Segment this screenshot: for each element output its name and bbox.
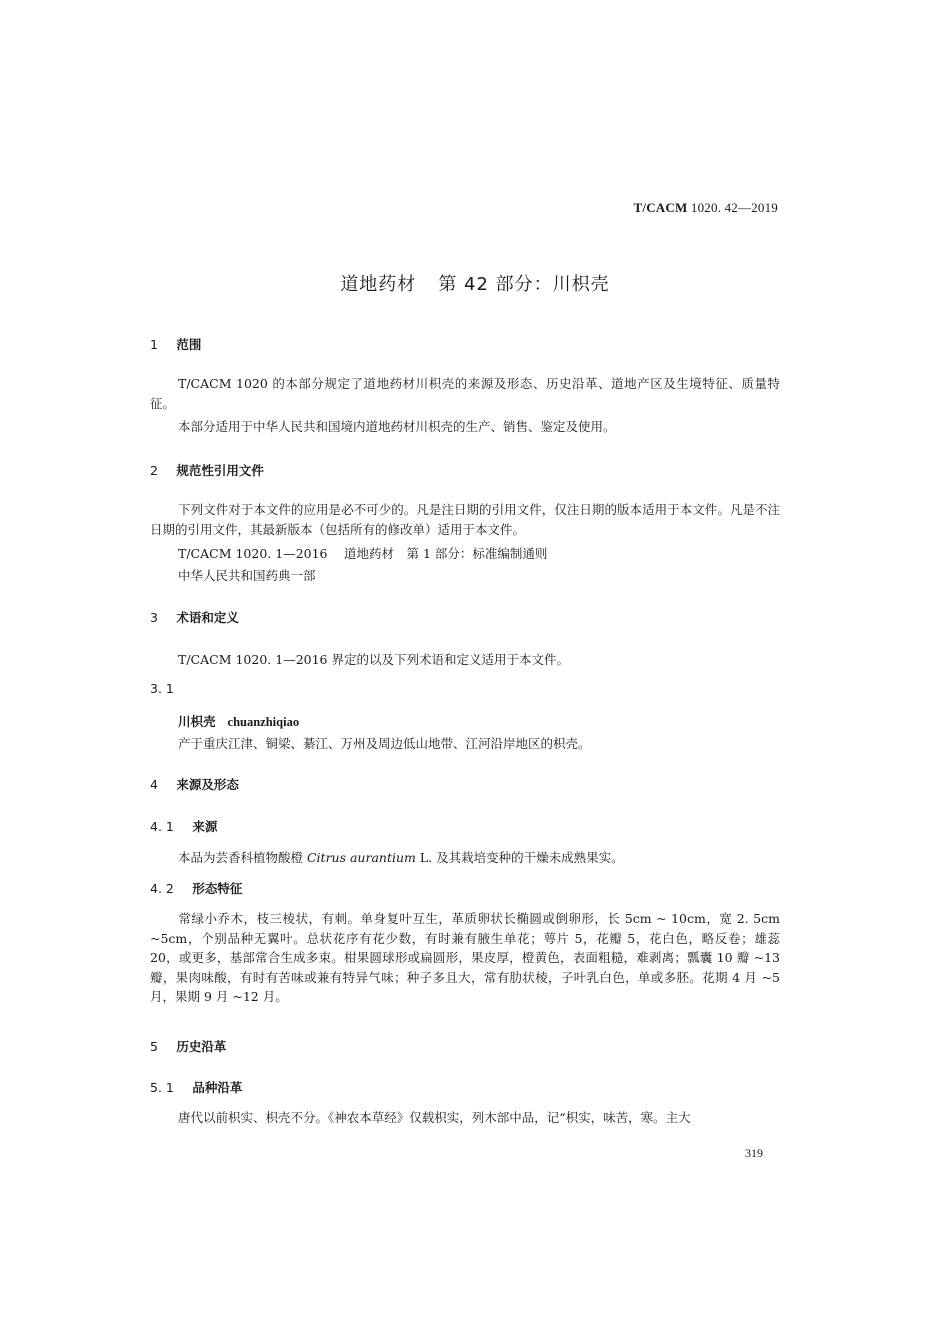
source-text-post: L. 及其栽培变种的干燥未成熟果实。	[415, 850, 624, 865]
subsection-title: 形态特征	[192, 881, 243, 896]
section-1-heading	[150, 335, 201, 353]
term-definition: 产于重庆江津、铜梁、綦江、万州及周边低山地带、江河沿岸地区的枳壳。	[178, 736, 591, 751]
subsection-4-2-heading	[150, 879, 242, 897]
section-number: 2	[150, 463, 158, 478]
paragraph-text: 下列文件对于本文件的应用是必不可少的。凡是注日期的引用文件，仅注日期的版本适用于本文件。凡是不注日期的引用文件，其最新版本（包括所有的修改单）适用于本文件。	[150, 502, 780, 537]
term-entry	[178, 712, 299, 730]
term-pinyin: chuanzhiqiao	[227, 715, 300, 729]
section-title: 术语和定义	[176, 610, 239, 625]
section-number: 3	[150, 610, 158, 625]
latin-name: Citrus aurantium	[306, 850, 416, 865]
section-1-paragraph-2: 本部分适用于中华人民共和国境内道地药材川枳壳的生产、销售、鉴定及使用。	[178, 419, 616, 434]
section-3-paragraph-1: T/CACM 1020. 1—2016 界定的以及下列术语和定义适用于本文件。	[178, 652, 569, 667]
section-5-heading	[150, 1037, 226, 1055]
section-number: 1	[150, 337, 158, 352]
reference-item-1: T/CACM 1020. 1—2016 道地药材 第 1 部分：标准编制通则	[178, 546, 548, 561]
page-number: 319	[745, 1146, 763, 1160]
paragraph-text: 常绿小乔木，枝三棱状，有刺。单身复叶互生，革质卵状长椭圆或倒卵形，长 5cm ~ 10cm，宽 2. 5cm ~5cm，个别品种无翼叶。总状花序有花少数，有时兼有腋生单花；萼片 5，花瓣 5，花白色，略反卷；雄蕊 20，或更多，基部常合生成多束。柑果圆球形或扁圆形，果皮厚，橙黄色，表面粗糙，难剥离；瓢囊 10 瓣 ~13 瓣，果肉味酸，有时有苦味或兼有特异气味；种子多且大，常有肋状棱，子叶乳白色，单或多胚。花期 4 月 ~5 月，果期 9 月 ~12 月。	[150, 911, 780, 1004]
subsection-number: 4. 1	[150, 819, 174, 834]
page-title	[0, 270, 950, 296]
section-4-2-paragraph	[150, 909, 780, 1007]
section-title: 历史沿革	[176, 1039, 227, 1054]
reference-item-2: 中华人民共和国药典一部	[178, 568, 316, 583]
subsection-5-1-heading	[150, 1078, 242, 1096]
standard-number: 1020. 42—2019	[687, 200, 778, 215]
subsection-title: 来源	[192, 819, 218, 834]
section-number: 5	[150, 1039, 158, 1054]
subsection-number: 5. 1	[150, 1080, 174, 1095]
section-title: 来源及形态	[176, 777, 239, 792]
section-5-1-paragraph: 唐代以前枳实、枳壳不分。《神农本草经》仅载枳实，列木部中品，记“枳实，味苦，寒。主大	[178, 1110, 691, 1125]
section-title: 范围	[176, 337, 202, 352]
standard-code	[634, 200, 778, 216]
subsection-4-1-heading	[150, 817, 217, 835]
term-chinese: 川枳壳	[178, 714, 216, 729]
title-main: 道地药材	[340, 274, 417, 295]
subsection-number: 4. 2	[150, 881, 174, 896]
subsection-title: 品种沿革	[192, 1080, 243, 1095]
section-2-heading	[150, 461, 264, 479]
paragraph-text: T/CACM 1020 的本部分规定了道地药材川枳壳的来源及形态、历史沿革、道地产区及生境特征、质量特征。	[150, 376, 780, 411]
section-4-1-paragraph	[178, 848, 624, 866]
title-part: 第 42 部分：川枳壳	[438, 274, 610, 295]
subsection-3-1-number: 3. 1	[150, 681, 174, 696]
section-2-paragraph-1	[150, 500, 780, 539]
section-3-heading	[150, 608, 239, 626]
section-number: 4	[150, 777, 158, 792]
section-title: 规范性引用文件	[176, 463, 264, 478]
section-4-heading	[150, 775, 239, 793]
source-text-pre: 本品为芸香科植物酸橙	[178, 850, 307, 865]
section-1-paragraph-1	[150, 374, 780, 413]
standard-prefix: T/CACM	[633, 200, 688, 215]
